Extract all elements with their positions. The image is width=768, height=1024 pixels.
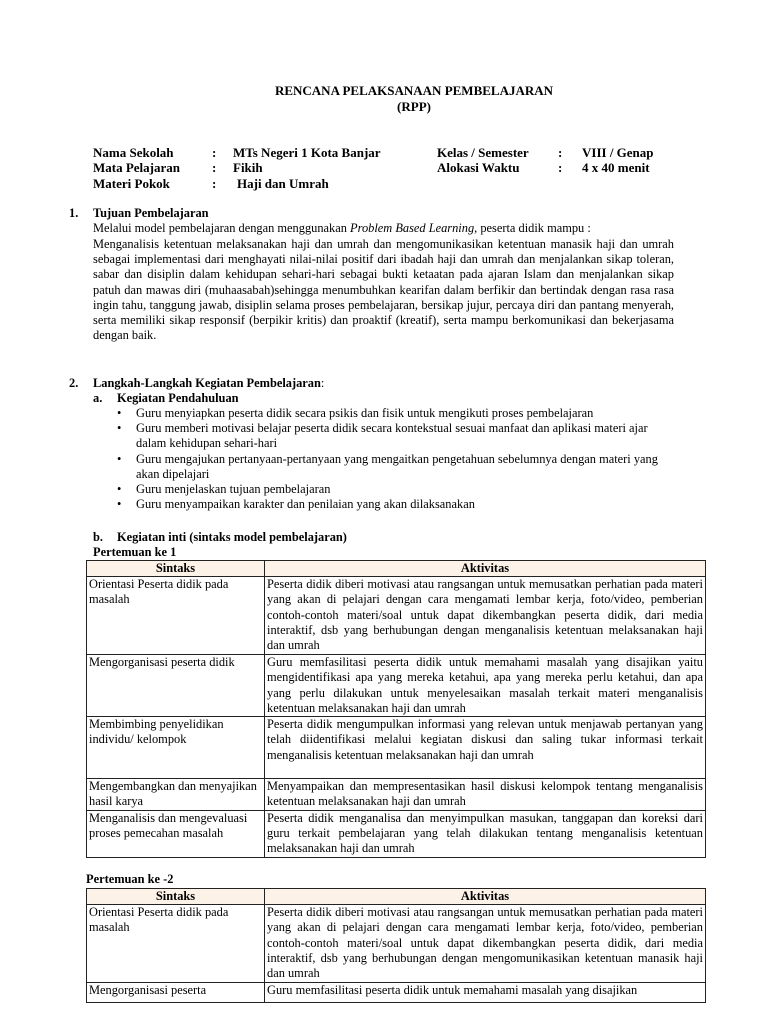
mapel-colon: : xyxy=(212,160,217,175)
materi-value: Haji dan Umrah xyxy=(237,176,329,191)
sekolah-value: MTs Negeri 1 Kota Banjar xyxy=(233,145,381,160)
kelas-label: Kelas / Semester xyxy=(437,145,529,160)
sintaks-header: Sintaks xyxy=(87,889,265,905)
pertemuan-2-table xyxy=(86,888,706,1003)
list-item: • Guru mengajukan pertanyaan-pertanyaan yang mengaitkan pengetahuan sebelumnya dengan materi yang akan dipelajari xyxy=(111,452,671,482)
table-row xyxy=(87,810,706,857)
pertemuan-1-table xyxy=(86,560,706,858)
table-row xyxy=(87,983,706,1003)
waktu-value: 4 x 40 menit xyxy=(582,160,650,175)
materi-colon: : xyxy=(212,176,217,191)
sekolah-label: Nama Sekolah xyxy=(93,145,174,160)
aktivitas-cell: Peserta didik diberi motivasi atau rangsangan untuk memusatkan perhatian pada materi yang akan di pelajari dengan cara mengamati lembar kerja, foto/video, pemberian contoh-contoh materi/soal untuk dapat dikembangkan peserta didik, dari media interaktif, dsb yang berhubungan dengan menganalisis ketentuan melaksanakan haji dan umrah xyxy=(265,577,706,655)
section-number: 1. xyxy=(69,206,79,220)
sintaks-header: Sintaks xyxy=(87,561,265,577)
aktivitas-cell: Guru memfasilitasi peserta didik untuk memahami masalah yang disajikan yaitu mengidentifikasi apa yang mereka ketahui, apa yang mereka perlu ketahui, dan apa yang perlu dilakukan untuk menyelesaikan masalah terkait materi menganalisis ketentuan melaksanakan haji dan umrah xyxy=(265,655,706,717)
waktu-label: Alokasi Waktu xyxy=(437,160,520,175)
heading-text: Langkah-Langkah Kegiatan Pembelajaran xyxy=(93,376,321,390)
list-item: • Guru menyampaikan karakter dan penilaian yang akan dilaksanakan xyxy=(111,497,671,512)
table-header-row xyxy=(87,561,706,577)
table-row xyxy=(87,655,706,717)
aktivitas-cell: Menyampaikan dan mempresentasikan hasil diskusi kelompok tentang menganalisis ketentuan melaksanakan haji dan umrah xyxy=(265,779,706,810)
waktu-colon: : xyxy=(558,160,563,175)
table-row xyxy=(87,779,706,810)
tujuan-intro xyxy=(93,221,673,236)
table-row xyxy=(87,717,706,779)
table-row xyxy=(87,577,706,655)
sintaks-cell: Mengembangkan dan menyajikan hasil karya xyxy=(87,779,265,810)
table-header-row xyxy=(87,889,706,905)
aktivitas-cell: Peserta didik diberi motivasi atau rangsangan untuk memusatkan perhatian pada materi yang akan di pelajari dengan cara mengamati lembar kerja, foto/video, pemberian contoh-contoh materi/soal untuk dapat dikembangkan peserta didik, dari media interaktif, dsb yang berhubungan dengan mengomunikasikan ketentuan manasik haji dan umrah xyxy=(265,905,706,983)
pertemuan-1-label: Pertemuan ke 1 xyxy=(93,545,177,559)
intro-text: Melalui model pembelajaran dengan menggunakan xyxy=(93,221,351,235)
section-number: 2. xyxy=(69,376,79,390)
section-heading: Tujuan Pembelajaran xyxy=(93,206,209,220)
subsection-heading: Kegiatan Pendahuluan xyxy=(117,391,239,405)
sintaks-cell: Orientasi Peserta didik pada masalah xyxy=(87,905,265,983)
subsection-letter: b. xyxy=(93,530,103,544)
sintaks-cell: Mengorganisasi peserta didik xyxy=(87,655,265,717)
aktivitas-cell: Guru memfasilitasi peserta didik untuk memahami masalah yang disajikan xyxy=(265,983,706,1003)
aktivitas-cell: Peserta didik menganalisa dan menyimpulkan masukan, tanggapan dan koreksi dari guru terkait pembelajaran yang telah dilakukan tentang menganalisis ketentuan melaksanakan haji dan umrah xyxy=(265,810,706,857)
heading-colon: : xyxy=(320,376,325,390)
materi-label: Materi Pokok xyxy=(93,176,170,191)
subsection-heading: Kegiatan inti (sintaks model pembelajaran) xyxy=(117,530,347,544)
section-heading xyxy=(93,376,324,391)
intro-text-end: , peserta didik mampu : xyxy=(474,221,591,235)
kelas-value: VIII / Genap xyxy=(582,145,654,160)
subsection-letter: a. xyxy=(93,391,103,405)
mapel-value: Fikih xyxy=(233,160,263,175)
aktivitas-header: Aktivitas xyxy=(265,561,706,577)
aktivitas-header: Aktivitas xyxy=(265,889,706,905)
sintaks-cell: Orientasi Peserta didik pada masalah xyxy=(87,577,265,655)
kelas-colon: : xyxy=(558,145,563,160)
document-subtitle: (RPP) xyxy=(397,99,431,114)
sintaks-cell: Membimbing penyelidikan individu/ kelompok xyxy=(87,717,265,779)
table-row xyxy=(87,905,706,983)
list-item: • Guru menyiapkan peserta didik secara psikis dan fisik untuk mengikuti proses pembelajaran xyxy=(111,406,671,421)
document-title: RENCANA PELAKSANAAN PEMBELAJARAN xyxy=(274,83,554,98)
sintaks-cell: Menganalisis dan mengevaluasi proses pemecahan masalah xyxy=(87,810,265,857)
tujuan-body: Menganalisis ketentuan melaksanakan haji dan umrah dan mengomunikasikan ketentuan manasik haji dan umrah sebagai implementasi dari menghayati nilai-nilai positif dari ibadah haji dan umrah dan menjalankan sikap toleran, sabar dan disiplin dalam kehidupan sehari-hari sebagai bukti ketaatan pada ajaran Islam dan menjalankan sikap patuh dan mawas diri (muhaasabah)sehingga menumbuhkan kearifan dalam berfikir dan bertindak dengan rasa rasa ingin tahu, tanggung jawab, disiplin selama proses pembelajaran, bersikap jujur, percaya diri dan pantang menyerah, serta memiliki sikap responsif (berpikir kritis) dan proaktif (kreatif), serta mampu berkomunikasi dan bekerjasama dengan baik. xyxy=(93,237,674,343)
aktivitas-cell: Peserta didik mengumpulkan informasi yang relevan untuk menjawab pertanyan yang telah diidentifikasi melalui kegiatan diskusi dan saling tukar informasi terkait menganalisis ketentuan melaksanakan haji dan umrah xyxy=(265,717,706,779)
sintaks-cell: Mengorganisasi peserta xyxy=(87,983,265,1003)
list-item: • Guru memberi motivasi belajar peserta didik secara kontekstual sesuai manfaat dan aplikasi materi ajar dalam kehidupan sehari-hari xyxy=(111,421,671,451)
mapel-label: Mata Pelajaran xyxy=(93,160,181,175)
pendahuluan-list xyxy=(111,406,671,512)
list-item: • Guru menjelaskan tujuan pembelajaran xyxy=(111,482,671,497)
sekolah-colon: : xyxy=(212,145,217,160)
pertemuan-2-label: Pertemuan ke -2 xyxy=(86,872,174,886)
model-name: Problem Based Learning xyxy=(350,221,475,235)
